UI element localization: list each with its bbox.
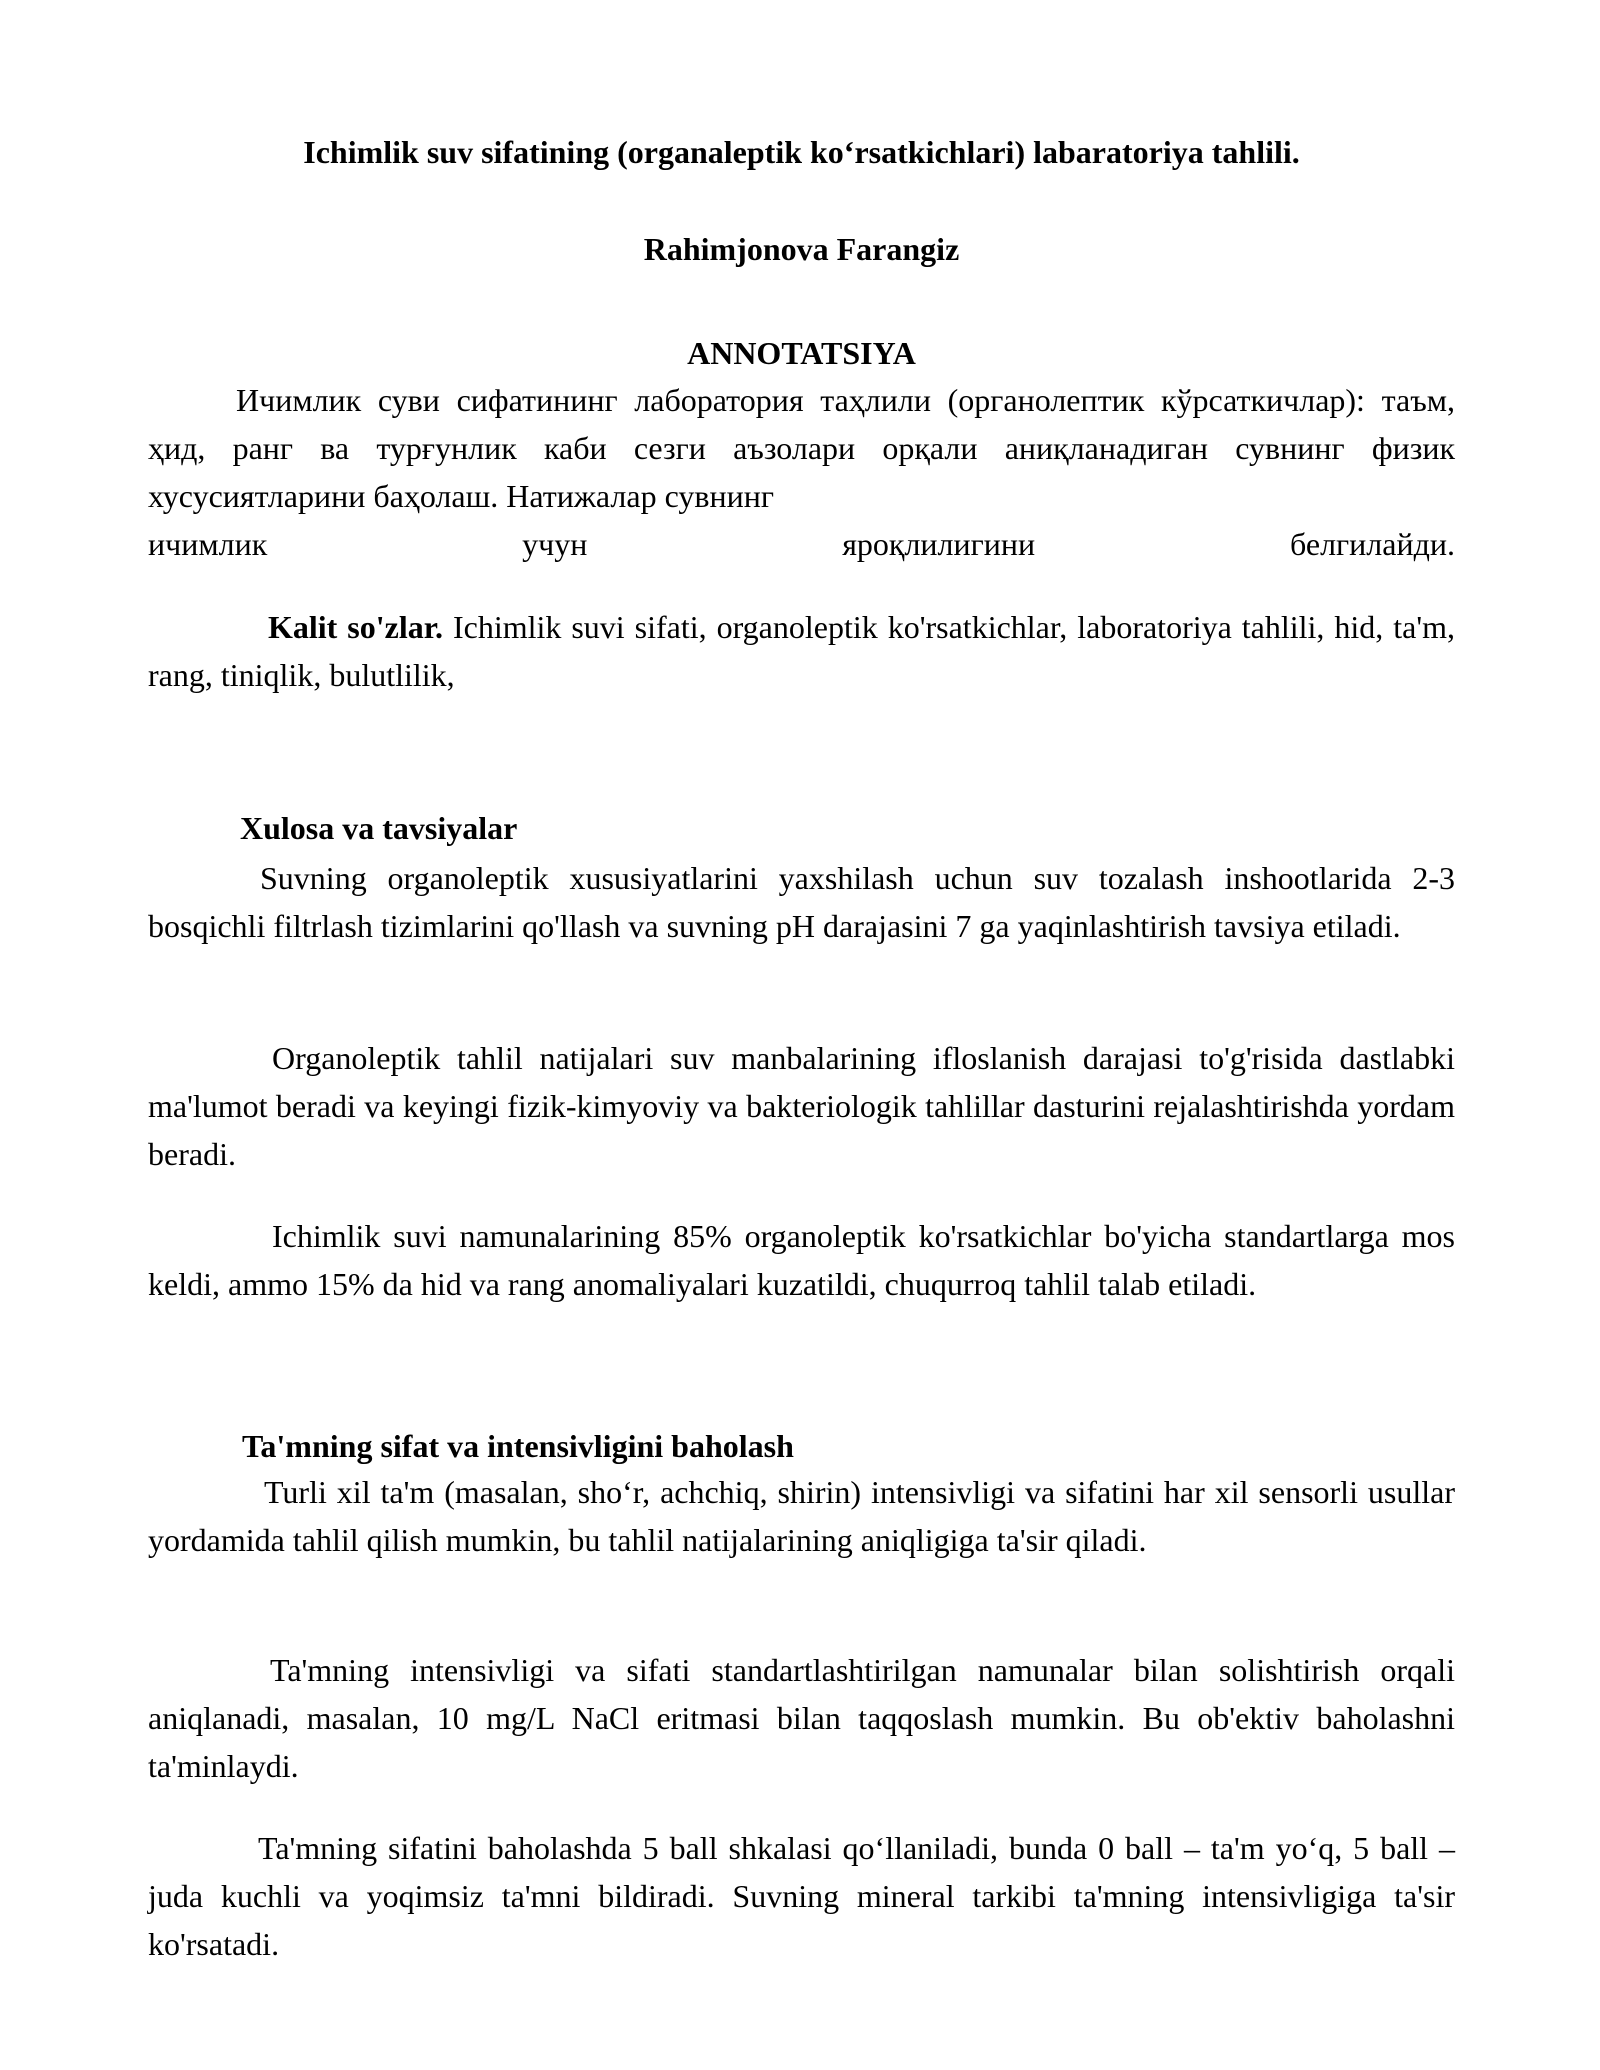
taste-paragraph-1: Turli xil ta'm (masalan, sho‘r, achchiq, shirin) intensivligi va sifatini har xil sensorli usullar yordamida tahlil qilish mumkin, bu tahlil natijalarining aniqligiga ta'sir qiladi. [148, 1474, 1455, 1558]
author-name: Rahimjonova Farangiz [643, 231, 960, 267]
conclusions-paragraph-3: Ichimlik suvi namunalarining 85% organoleptik ko'rsatkichlar bo'yicha standartlarga mos keldi, ammo 15% da hid va rang anomaliyalari kuzatildi, chuqurroq tahlil talab etiladi. [148, 1218, 1455, 1302]
keywords-paragraph [148, 603, 1455, 699]
keywords-text: Ichimlik suvi sifati, organoleptik ko'rsatkichlar, laboratoriya tahlili, hid, ta'm, rang, tiniqlik, bulutlilik, [148, 609, 1456, 693]
annotation-text-last-line: ичимлик учун яроқлилигини белгилайди. [148, 526, 1455, 562]
conclusions-paragraph-1: Suvning organoleptik xususiyatlarini yaxshilash uchun suv tozalash inshootlarida 2-3 bosqichli filtrlash tizimlarini qo'llash va suvning pH darajasini 7 ga yaqinlashtirish tavsiya etiladi. [148, 860, 1455, 944]
document-title: Ichimlik suv sifatining (organaleptik ko‘rsatkichlari) labaratoriya tahlili. [303, 134, 1300, 170]
taste-paragraph-3: Ta'mning sifatini baholashda 5 ball shkalasi qo‘llaniladi, bunda 0 ball – ta'm yo‘q, 5 ball – juda kuchli va yoqimsiz ta'mni bildiradi. Suvning mineral tarkibi ta'mning intensivligiga ta'sir ko'rsatadi. [148, 1830, 1455, 1962]
keywords-label: Kalit so'zlar. [268, 609, 443, 645]
annotation-heading: ANNOTATSIYA [687, 335, 916, 371]
taste-heading: Ta'mning sifat va intensivligini baholash [242, 1428, 794, 1464]
conclusions-heading: Xulosa va tavsiyalar [240, 810, 518, 846]
taste-paragraph-2: Ta'mning intensivligi va sifati standartlashtirilgan namunalar bilan solishtirish orqali aniqlanadi, masalan, 10 mg/L NaCl eritmasi bilan taqqoslash mumkin. Bu ob'ektiv baholashni ta'minlaydi. [148, 1652, 1455, 1784]
conclusions-paragraph-2: Organoleptik tahlil natijalari suv manbalarining ifloslanish darajasi to'g'risida dastlabki ma'lumot beradi va keyingi fizik-kimyoviy va bakteriologik tahlillar dasturini rejalashtirishda yordam beradi. [148, 1040, 1455, 1172]
annotation-text [148, 376, 1455, 520]
annotation-text-main: Ичимлик суви сифатининг лаборатория таҳлили (органолептик кўрсаткичлар): таъм, ҳид, ранг ва турғунлик каби сезги аъзолари орқали аниқланадиган сувнинг физик хусусиятларини баҳолаш. Натижалар сувнинг [148, 382, 1455, 514]
